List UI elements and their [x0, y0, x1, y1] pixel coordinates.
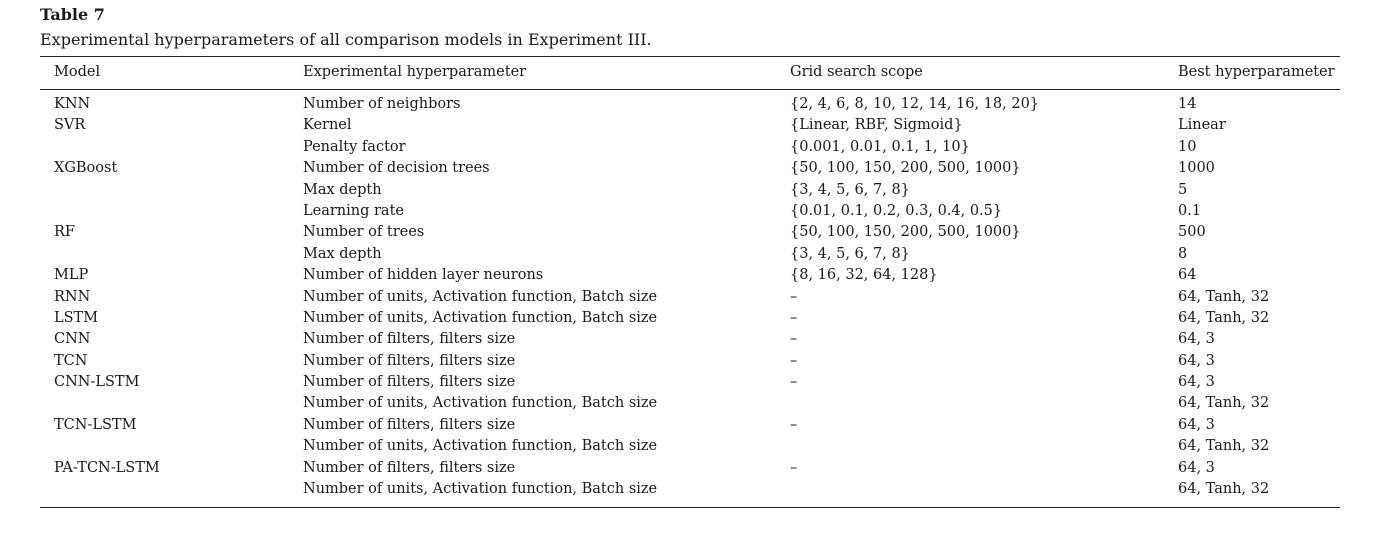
grid-search-scope-cell: {0.001, 0.01, 0.1, 1, 10}	[790, 138, 970, 155]
hyperparameter-cell: Max depth	[303, 245, 382, 262]
best-hyperparameter-cell: 10	[1178, 138, 1197, 155]
best-hyperparameter-cell: 5	[1178, 181, 1188, 198]
best-hyperparameter-cell: 64, 3	[1178, 352, 1215, 369]
table-row	[0, 117, 1380, 138]
table-row	[0, 182, 1380, 203]
bottom-rule	[40, 507, 1340, 508]
header-rule	[40, 89, 1340, 90]
hyperparameter-cell: Number of filters, filters size	[303, 331, 516, 348]
model-cell: MLP	[54, 267, 89, 284]
table-label: Table 7	[40, 5, 105, 24]
hyperparameter-cell: Number of filters, filters size	[303, 416, 516, 433]
hyperparameter-cell: Learning rate	[303, 202, 404, 219]
hyperparameter-cell: Number of units, Activation function, Batch size	[303, 288, 658, 305]
model-cell: RNN	[54, 288, 91, 305]
table-row	[0, 267, 1380, 288]
header-experimental-hyperparameter: Experimental hyperparameter	[303, 64, 527, 80]
best-hyperparameter-cell: 8	[1178, 245, 1188, 262]
hyperparameter-cell: Kernel	[303, 117, 352, 134]
best-hyperparameter-cell: 64, 3	[1178, 459, 1215, 476]
table-row	[0, 353, 1380, 374]
table-row	[0, 417, 1380, 438]
best-hyperparameter-cell: 64, Tanh, 32	[1178, 481, 1270, 498]
header-grid-search-scope: Grid search scope	[790, 64, 923, 80]
best-hyperparameter-cell: 64, 3	[1178, 331, 1215, 348]
best-hyperparameter-cell: 64, Tanh, 32	[1178, 438, 1270, 455]
grid-search-scope-cell: {3, 4, 5, 6, 7, 8}	[790, 245, 910, 262]
hyperparameter-cell: Number of filters, filters size	[303, 352, 516, 369]
hyperparameter-cell: Number of units, Activation function, Batch size	[303, 438, 658, 455]
model-cell: TCN-LSTM	[54, 416, 137, 433]
model-cell: XGBoost	[54, 160, 118, 177]
table-row	[0, 481, 1380, 502]
table-row	[0, 289, 1380, 310]
best-hyperparameter-cell: Linear	[1178, 117, 1226, 134]
header-best-hyperparameter: Best hyperparameter	[1178, 64, 1335, 80]
grid-search-scope-cell: –	[790, 288, 798, 305]
grid-search-scope-cell: –	[790, 459, 798, 476]
table-row	[0, 374, 1380, 395]
grid-search-scope-cell: –	[790, 416, 798, 433]
table-row	[0, 96, 1380, 117]
best-hyperparameter-cell: 64, 3	[1178, 416, 1215, 433]
grid-search-scope-cell: –	[790, 374, 798, 391]
hyperparameter-cell: Max depth	[303, 181, 382, 198]
hyperparameter-cell: Number of filters, filters size	[303, 459, 516, 476]
hyperparameter-cell: Number of filters, filters size	[303, 374, 516, 391]
table-row	[0, 438, 1380, 459]
grid-search-scope-cell: –	[790, 309, 798, 326]
model-cell: PA-TCN-LSTM	[54, 459, 160, 476]
top-rule	[40, 56, 1340, 57]
grid-search-scope-cell: –	[790, 352, 798, 369]
table-body	[0, 96, 1380, 502]
table-row	[0, 203, 1380, 224]
table-row	[0, 460, 1380, 481]
grid-search-scope-cell: {50, 100, 150, 200, 500, 1000}	[790, 160, 1021, 177]
table-row	[0, 310, 1380, 331]
grid-search-scope-cell: {50, 100, 150, 200, 500, 1000}	[790, 224, 1021, 241]
model-cell: LSTM	[54, 309, 99, 326]
hyperparameter-cell: Number of decision trees	[303, 160, 490, 177]
best-hyperparameter-cell: 64, Tanh, 32	[1178, 288, 1270, 305]
best-hyperparameter-cell: 64, Tanh, 32	[1178, 309, 1270, 326]
model-cell: KNN	[54, 96, 91, 112]
model-cell: TCN	[54, 352, 88, 369]
model-cell: SVR	[54, 117, 86, 134]
best-hyperparameter-cell: 64	[1178, 267, 1197, 284]
table-caption: Experimental hyperparameters of all comparison models in Experiment III.	[40, 30, 652, 49]
grid-search-scope-cell: {0.01, 0.1, 0.2, 0.3, 0.4, 0.5}	[790, 202, 1003, 219]
best-hyperparameter-cell: 64, 3	[1178, 374, 1215, 391]
grid-search-scope-cell: {Linear, RBF, Sigmoid}	[790, 117, 963, 134]
table-row	[0, 139, 1380, 160]
grid-search-scope-cell: –	[790, 331, 798, 348]
table-row	[0, 160, 1380, 181]
model-cell: CNN-LSTM	[54, 374, 140, 391]
hyperparameter-cell: Number of hidden layer neurons	[303, 267, 544, 284]
table-row	[0, 395, 1380, 416]
hyperparameter-cell: Number of neighbors	[303, 96, 461, 112]
header-model: Model	[54, 64, 101, 80]
best-hyperparameter-cell: 0.1	[1178, 202, 1202, 219]
hyperparameter-cell: Number of units, Activation function, Batch size	[303, 309, 658, 326]
table-row	[0, 224, 1380, 245]
hyperparameter-cell: Number of trees	[303, 224, 425, 241]
grid-search-scope-cell: {2, 4, 6, 8, 10, 12, 14, 16, 18, 20}	[790, 96, 1040, 112]
best-hyperparameter-cell: 14	[1178, 96, 1197, 112]
grid-search-scope-cell: {3, 4, 5, 6, 7, 8}	[790, 181, 910, 198]
hyperparameter-cell: Number of units, Activation function, Batch size	[303, 481, 658, 498]
grid-search-scope-cell: {8, 16, 32, 64, 128}	[790, 267, 938, 284]
model-cell: RF	[54, 224, 75, 241]
best-hyperparameter-cell: 500	[1178, 224, 1206, 241]
hyperparameter-cell: Penalty factor	[303, 138, 406, 155]
best-hyperparameter-cell: 1000	[1178, 160, 1215, 177]
table-row	[0, 331, 1380, 352]
hyperparameter-cell: Number of units, Activation function, Batch size	[303, 395, 658, 412]
model-cell: CNN	[54, 331, 91, 348]
table-row	[0, 246, 1380, 267]
best-hyperparameter-cell: 64, Tanh, 32	[1178, 395, 1270, 412]
